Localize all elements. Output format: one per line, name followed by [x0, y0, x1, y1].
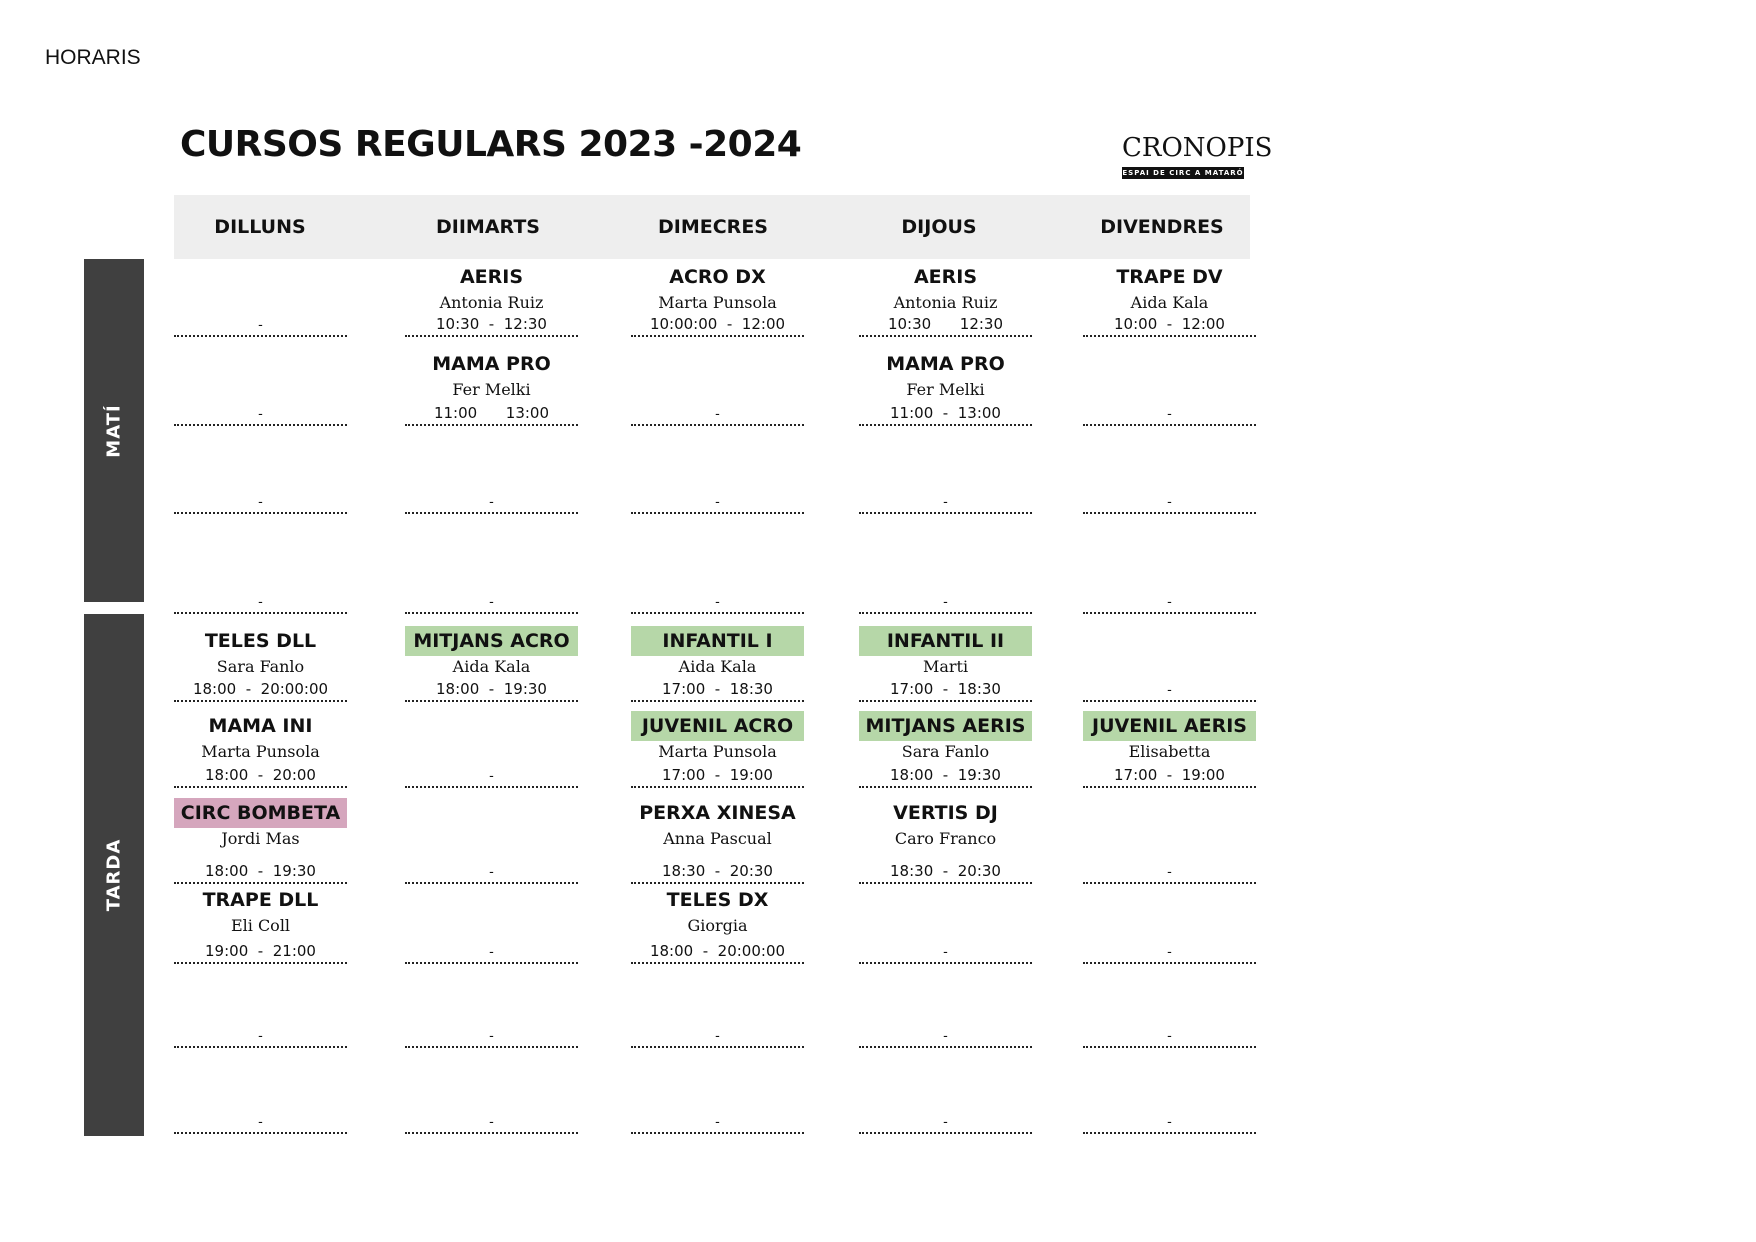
empty-cell [859, 436, 1032, 514]
empty-cell [1083, 524, 1256, 614]
class-cell [1083, 711, 1256, 788]
class-time: 18:00 - 20:00 [205, 766, 316, 784]
dotted-separator [1083, 882, 1256, 884]
day-header-thursday: DIJOUS [901, 216, 977, 238]
class-cell [405, 349, 578, 426]
class-time: 17:00 - 19:00 [662, 766, 773, 784]
empty-cell [405, 1060, 578, 1134]
class-name: AERIS [913, 266, 978, 288]
class-name: CIRC BOMBETA [174, 798, 347, 828]
class-teacher: Fer Melki [906, 380, 985, 399]
class-time: 11:00 - 13:00 [890, 404, 1001, 422]
class-time: 18:30 - 20:30 [662, 862, 773, 880]
dotted-separator [631, 612, 804, 614]
class-teacher: Fer Melki [452, 380, 531, 399]
empty-cell [1083, 436, 1256, 514]
class-cell [174, 885, 347, 964]
class-name: JUVENIL ACRO [631, 711, 804, 741]
class-cell [174, 626, 347, 702]
dotted-separator [1083, 512, 1256, 514]
class-teacher: Aida Kala [1130, 293, 1209, 312]
empty-cell [174, 436, 347, 514]
empty-slot-dash: - [489, 493, 494, 509]
dotted-separator [1083, 335, 1256, 337]
dotted-separator [631, 700, 804, 702]
empty-cell [405, 974, 578, 1048]
class-cell [631, 885, 804, 964]
dotted-separator [405, 1046, 578, 1048]
class-name: TELES DLL [204, 630, 317, 652]
empty-cell [631, 524, 804, 614]
empty-slot-dash: - [1167, 405, 1172, 421]
class-name: VERTIS DJ [893, 802, 998, 824]
empty-slot-dash: - [258, 493, 263, 509]
empty-cell [405, 711, 578, 788]
dotted-separator [1083, 424, 1256, 426]
dotted-separator [174, 512, 347, 514]
empty-slot-dash: - [489, 1027, 494, 1043]
class-teacher: Sara Fanlo [901, 742, 990, 761]
empty-slot-dash: - [489, 767, 494, 783]
empty-slot-dash: - [258, 1027, 263, 1043]
day-header-tuesday: DIIMARTS [436, 216, 540, 238]
empty-cell [859, 974, 1032, 1048]
dotted-separator [631, 1046, 804, 1048]
empty-slot-dash: - [943, 593, 948, 609]
empty-slot-dash: - [1167, 681, 1172, 697]
empty-slot-dash: - [1167, 943, 1172, 959]
period-bar-morning [84, 259, 144, 602]
class-name: MAMA PRO [886, 353, 1005, 375]
class-cell [631, 798, 804, 884]
class-name: PERXA XINESA [639, 802, 796, 824]
class-teacher: Sara Fanlo [216, 657, 305, 676]
class-name: ACRO DX [669, 266, 766, 288]
class-time: 18:00 - 19:30 [890, 766, 1001, 784]
logo-wordmark: CRONOPIS [1122, 133, 1273, 163]
day-header-monday: DILLUNS [214, 216, 306, 238]
dotted-separator [859, 1046, 1032, 1048]
empty-slot-dash: - [489, 593, 494, 609]
class-name: MAMA INI [208, 715, 313, 737]
period-bar-afternoon [84, 614, 144, 1136]
class-name: INFANTIL I [631, 626, 804, 656]
empty-slot-dash: - [715, 405, 720, 421]
empty-slot-dash: - [1167, 1027, 1172, 1043]
class-time: 17:00 - 19:00 [1114, 766, 1225, 784]
class-name: TRAPE DV [1116, 266, 1223, 288]
class-teacher: Aida Kala [678, 657, 757, 676]
dotted-separator [859, 882, 1032, 884]
class-name: TRAPE DLL [202, 889, 319, 911]
dotted-separator [405, 882, 578, 884]
empty-slot-dash: - [1167, 863, 1172, 879]
empty-slot-dash: - [1167, 1113, 1172, 1129]
class-teacher: Caro Franco [894, 829, 997, 848]
dotted-separator [631, 1132, 804, 1134]
class-time: 18:00 - 19:30 [205, 862, 316, 880]
class-cell [405, 262, 578, 337]
dotted-separator [1083, 962, 1256, 964]
class-cell [174, 798, 347, 884]
class-teacher: Marta Punsola [201, 742, 320, 761]
period-label-afternoon: TARDA [103, 838, 125, 912]
empty-cell [1083, 974, 1256, 1048]
empty-slot-dash: - [258, 316, 263, 332]
class-name: JUVENIL AERIS [1083, 711, 1256, 741]
empty-cell [631, 1060, 804, 1134]
empty-cell [174, 524, 347, 614]
class-teacher: Elisabetta [1128, 742, 1211, 761]
class-cell [405, 626, 578, 702]
class-teacher: Jordi Mas [221, 829, 300, 848]
empty-cell [859, 885, 1032, 964]
dotted-separator [174, 1046, 347, 1048]
dotted-separator [859, 786, 1032, 788]
class-teacher: Aida Kala [452, 657, 531, 676]
empty-cell [1083, 1060, 1256, 1134]
empty-cell [631, 974, 804, 1048]
class-time: 10:00:00 - 12:00 [649, 315, 786, 333]
day-header-friday: DIVENDRES [1100, 216, 1224, 238]
class-teacher: Giorgia [687, 916, 748, 935]
dotted-separator [1083, 612, 1256, 614]
empty-cell [1083, 626, 1256, 702]
empty-slot-dash: - [943, 1027, 948, 1043]
page-title: CURSOS REGULARS 2023 -2024 [180, 124, 802, 165]
dotted-separator [405, 612, 578, 614]
dotted-separator [631, 335, 804, 337]
empty-cell [631, 349, 804, 426]
cronopis-logo [1122, 133, 1273, 181]
class-time: 17:00 - 18:30 [890, 680, 1001, 698]
dotted-separator [174, 335, 347, 337]
dotted-separator [1083, 1046, 1256, 1048]
dotted-separator [174, 612, 347, 614]
class-teacher: Marti [922, 657, 969, 676]
class-teacher: Eli Coll [230, 916, 291, 935]
empty-cell [631, 436, 804, 514]
class-time: 18:30 - 20:30 [890, 862, 1001, 880]
class-cell [631, 626, 804, 702]
empty-cell [859, 524, 1032, 614]
dotted-separator [859, 700, 1032, 702]
class-cell [859, 711, 1032, 788]
empty-slot-dash: - [943, 943, 948, 959]
class-cell [859, 798, 1032, 884]
class-time: 18:00 - 19:30 [436, 680, 547, 698]
empty-slot-dash: - [489, 1113, 494, 1129]
empty-cell [405, 524, 578, 614]
empty-slot-dash: - [258, 405, 263, 421]
class-name: INFANTIL II [859, 626, 1032, 656]
empty-cell [1083, 798, 1256, 884]
dotted-separator [859, 512, 1032, 514]
empty-cell [174, 1060, 347, 1134]
empty-slot-dash: - [1167, 593, 1172, 609]
dotted-separator [631, 882, 804, 884]
empty-slot-dash: - [258, 1113, 263, 1129]
class-cell [631, 262, 804, 337]
class-time: 18:00 - 20:00:00 [649, 942, 786, 960]
empty-slot-dash: - [489, 863, 494, 879]
empty-cell [174, 974, 347, 1048]
empty-cell [174, 349, 347, 426]
empty-slot-dash: - [715, 593, 720, 609]
dotted-separator [859, 612, 1032, 614]
dotted-separator [631, 962, 804, 964]
class-cell [1083, 262, 1256, 337]
class-name: MITJANS AERIS [859, 711, 1032, 741]
class-name: MITJANS ACRO [405, 626, 578, 656]
dotted-separator [174, 882, 347, 884]
class-name: AERIS [459, 266, 524, 288]
day-header-row [174, 195, 1250, 259]
empty-cell [859, 1060, 1032, 1134]
dotted-separator [631, 424, 804, 426]
class-teacher: Antonia Ruiz [893, 293, 998, 312]
dotted-separator [174, 424, 347, 426]
dotted-separator [1083, 1132, 1256, 1134]
dotted-separator [405, 512, 578, 514]
class-teacher: Marta Punsola [658, 293, 777, 312]
class-cell [174, 711, 347, 788]
dotted-separator [405, 424, 578, 426]
empty-slot-dash: - [258, 593, 263, 609]
dotted-separator [405, 1132, 578, 1134]
empty-slot-dash: - [943, 1113, 948, 1129]
class-time: 18:00 - 20:00:00 [192, 680, 329, 698]
period-label-morning: MATÍ [103, 403, 125, 458]
empty-slot-dash: - [715, 493, 720, 509]
dotted-separator [405, 335, 578, 337]
dotted-separator [405, 700, 578, 702]
empty-slot-dash: - [1167, 493, 1172, 509]
dotted-separator [1083, 786, 1256, 788]
dotted-separator [859, 1132, 1032, 1134]
class-cell [859, 262, 1032, 337]
class-time: 10:30 - 12:30 [436, 315, 547, 333]
dotted-separator [1083, 700, 1256, 702]
class-cell [859, 349, 1032, 426]
empty-slot-dash: - [943, 493, 948, 509]
class-cell [631, 711, 804, 788]
dotted-separator [405, 962, 578, 964]
empty-slot-dash: - [715, 1027, 720, 1043]
dotted-separator [405, 786, 578, 788]
class-time: 19:00 - 21:00 [205, 942, 316, 960]
class-cell [859, 626, 1032, 702]
empty-cell [1083, 885, 1256, 964]
class-name: TELES DX [666, 889, 769, 911]
class-time: 10:30 12:30 [887, 315, 1004, 333]
empty-slot-dash: - [715, 1113, 720, 1129]
empty-slot-dash: - [489, 943, 494, 959]
dotted-separator [174, 786, 347, 788]
class-teacher: Marta Punsola [658, 742, 777, 761]
class-teacher: Antonia Ruiz [439, 293, 544, 312]
dotted-separator [859, 335, 1032, 337]
sheet-title: HORARIS [45, 46, 141, 69]
day-header-wednesday: DIMECRES [658, 216, 768, 238]
class-teacher: Anna Pascual [663, 829, 772, 848]
class-time: 11:00 13:00 [433, 404, 550, 422]
class-name: MAMA PRO [432, 353, 551, 375]
dotted-separator [631, 512, 804, 514]
dotted-separator [174, 700, 347, 702]
empty-cell [174, 262, 347, 337]
dotted-separator [859, 424, 1032, 426]
empty-cell [405, 436, 578, 514]
class-time: 17:00 - 18:30 [662, 680, 773, 698]
empty-cell [405, 798, 578, 884]
empty-cell [405, 885, 578, 964]
logo-tagline: ESPAI DE CIRC A MATARÓ [1122, 169, 1244, 177]
dotted-separator [631, 786, 804, 788]
dotted-separator [174, 962, 347, 964]
class-time: 10:00 - 12:00 [1114, 315, 1225, 333]
dotted-separator [174, 1132, 347, 1134]
dotted-separator [859, 962, 1032, 964]
empty-cell [1083, 349, 1256, 426]
